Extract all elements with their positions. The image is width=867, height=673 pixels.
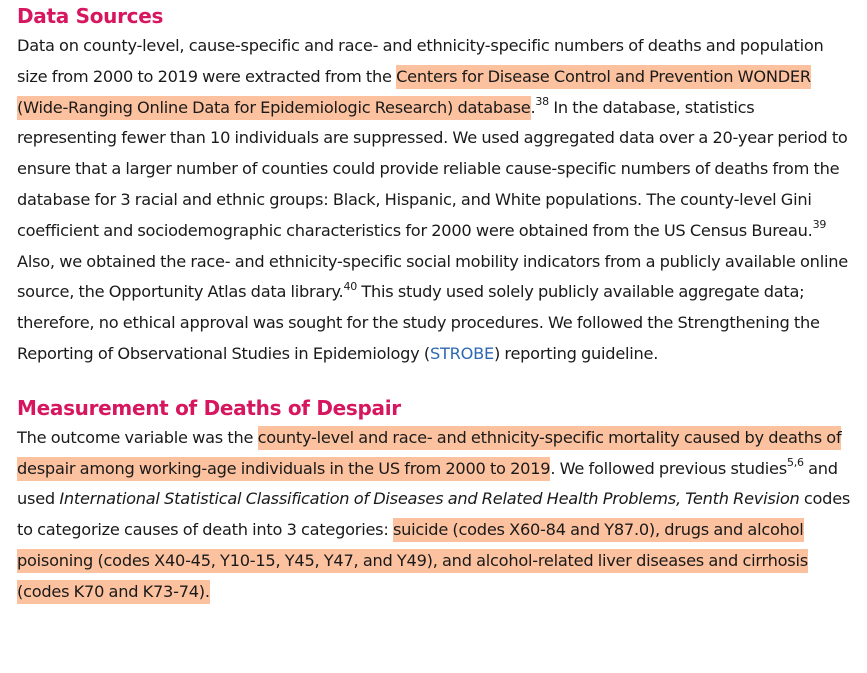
text-run: . We followed previous studies: [550, 458, 787, 478]
text-run: ) reporting guideline.: [493, 343, 659, 363]
citation-40[interactable]: 40: [343, 279, 357, 293]
text-run: and used: [17, 458, 838, 509]
citation-38[interactable]: 38: [535, 95, 549, 109]
paragraph-deaths-of-despair: [17, 423, 852, 608]
text-run: .: [530, 97, 536, 117]
section-heading-deaths-of-despair: Measurement of Deaths of Despair: [17, 395, 401, 420]
icd-10-title: International Statistical Classification of Diseases and Related Health Problems, Tenth Revision: [59, 489, 800, 509]
section-heading-data-sources: Data Sources: [17, 4, 164, 28]
highlight-outcome-variable[interactable]: county-level and race- and ethnicity-specific mortality caused by deaths of despair among working-age individuals in the US from 2000 to 2019: [17, 426, 841, 481]
highlight-cause-categories[interactable]: suicide (codes X60-84 and Y87.0), drugs and alcohol poisoning (codes X40-45, Y10-15, Y45, Y47, and Y49), and alcohol-related liver diseases and cirrhosis (codes K70 and K73-74).: [17, 518, 808, 604]
text-run: This study used solely publicly available aggregate data; therefore, no ethical approval was sought for the study procedures. We followed the Strengthening the Reporting of Observational Studies in Epidemiology (: [17, 282, 820, 363]
citation-39[interactable]: 39: [812, 218, 827, 232]
text-run: codes to categorize causes of death into 3 categories:: [17, 489, 851, 540]
text-run: Data on county-level, cause-specific and race- and ethnicity-specific numbers of deaths and population size from 2000 to 2019 were extracted from the: [17, 36, 824, 86]
text-run: The outcome variable was the: [17, 427, 258, 447]
citation-5-6[interactable]: 5,6: [786, 456, 804, 470]
highlight-cdc-wonder[interactable]: Centers for Disease Control and Prevention WONDER (Wide-Ranging Online Data for Epidemiologic Research) database: [17, 65, 811, 120]
paragraph-data-sources: [17, 31, 852, 370]
article-body: [17, 0, 852, 608]
text-run: In the database, statistics representing fewer than 10 individuals are suppressed. We used aggregated data over a 20-year period to ensure that a larger number of counties could provide reliable cause-specific numbers of deaths from the database for 3 racial and ethnic groups: Black, Hispanic, and White populations. The county-level Gini coefficient and sociodemographic characteristics for 2000 were obtained from the US Census Bureau.: [17, 97, 848, 240]
text-run: Also, we obtained the race- and ethnicity-specific social mobility indicators from a publicly available online source, the Opportunity Atlas data library.: [17, 251, 848, 302]
strobe-link[interactable]: STROBE: [429, 343, 494, 363]
